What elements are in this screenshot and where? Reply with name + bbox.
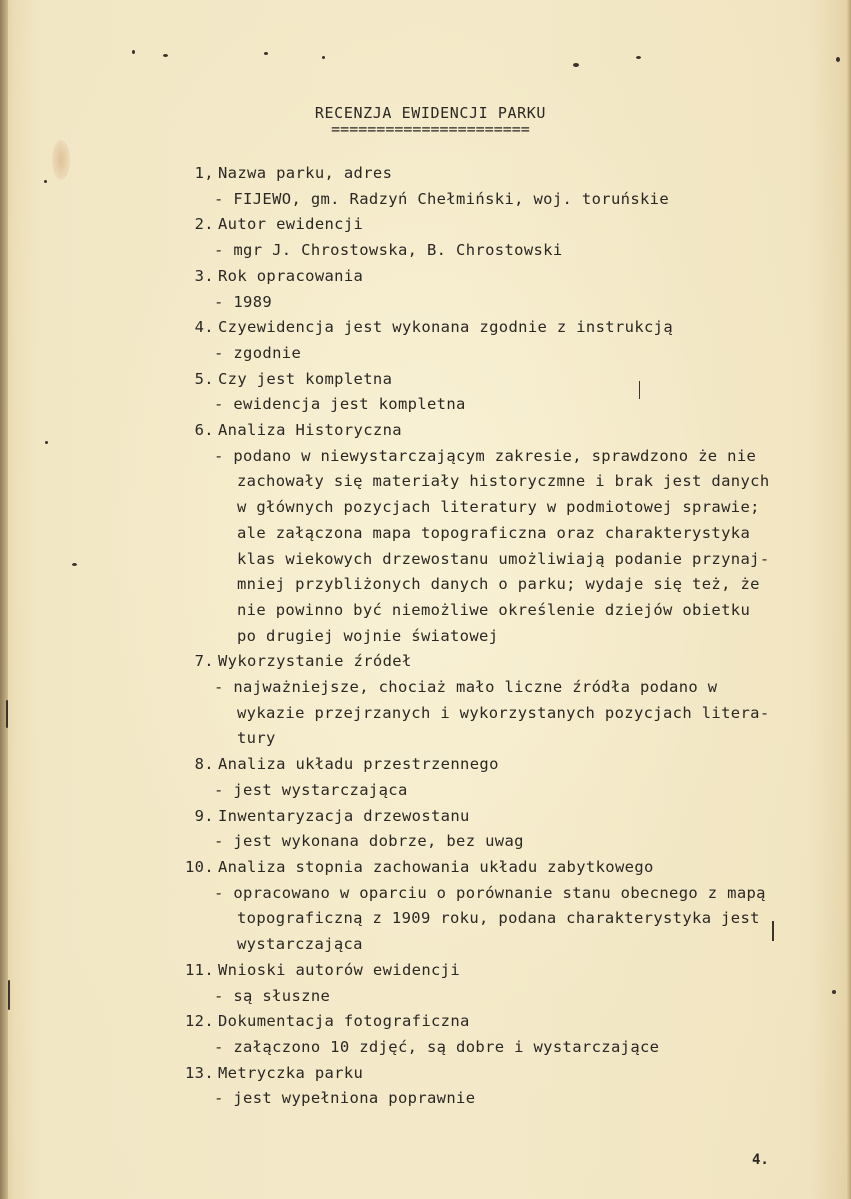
item-heading: [174, 752, 824, 778]
paper-speck: [836, 57, 840, 62]
review-item: [174, 804, 824, 855]
item-answer-line: nie powinno być niemożliwe określenie dziejów obietku: [237, 600, 751, 619]
item-answer-line: - jest wykonana dobrze, bez uwag: [214, 832, 524, 851]
item-heading: [174, 418, 824, 444]
paper-speck: [832, 990, 836, 994]
item-number: 6.: [194, 421, 214, 440]
item-question: Analiza Historyczna: [218, 421, 402, 440]
item-answer-line: - mgr J. Chrostowska, B. Chrostowski: [214, 241, 563, 260]
review-item: [174, 418, 824, 649]
item-number: 7.: [194, 652, 214, 671]
item-number: 10.: [184, 857, 214, 876]
paper-speck: [322, 56, 325, 59]
item-question: Rok opracowania: [218, 266, 364, 285]
item-number: 8.: [194, 755, 214, 774]
item-answer-line: - są słuszne: [214, 986, 331, 1005]
item-number: 3.: [194, 266, 214, 285]
item-heading: [174, 1061, 824, 1087]
paper-speck: [573, 63, 579, 67]
title-underline: ======================: [331, 123, 530, 137]
item-question: Czy jest kompletna: [218, 369, 393, 388]
item-question: Nazwa parku, adres: [218, 164, 393, 182]
item-question: Dokumentacja fotograficzna: [218, 1012, 470, 1031]
paper-speck: [636, 56, 641, 59]
item-heading: [174, 367, 824, 393]
item-question: Analiza układu przestrzennego: [218, 755, 499, 774]
paper-stain: [52, 140, 70, 180]
item-question: Czyewidencja jest wykonana zgodnie z instrukcją: [218, 318, 674, 337]
paper-speck: [6, 700, 8, 728]
page-number: 4.: [752, 1152, 769, 1168]
item-heading: [174, 264, 824, 290]
item-answer-line: mniej przybliżonych danych o parku; wydaje się też, że: [237, 575, 760, 594]
item-question: Wykorzystanie źródeł: [218, 652, 412, 671]
item-number: 11.: [184, 960, 214, 979]
item-answer-line: klas wiekowych drzewostanu umożliwiają podanie przynaj-: [237, 549, 770, 568]
item-answer-line: tury: [237, 729, 276, 748]
item-answer-line: - ewidencja jest kompletna: [214, 395, 466, 414]
item-number: 4.: [194, 318, 214, 337]
item-heading: [174, 1009, 824, 1035]
review-item: [174, 315, 824, 366]
paper-speck: [132, 50, 135, 54]
item-answer-line: wystarczająca: [237, 935, 363, 954]
paper-speck: [44, 180, 47, 183]
item-answer-line: topograficzną z 1909 roku, podana charakterystyka jest: [237, 909, 760, 928]
item-number: 13.: [184, 1063, 214, 1082]
review-item: [174, 212, 824, 263]
item-heading: [174, 212, 824, 238]
paper-speck: [8, 980, 10, 1010]
review-list: [174, 161, 824, 1112]
review-item: [174, 958, 824, 1009]
item-heading: [174, 855, 824, 881]
item-question: Inwentaryzacja drzewostanu: [218, 806, 470, 825]
review-item: [174, 855, 824, 958]
item-answer-line: - 1989: [214, 292, 273, 311]
item-heading: [174, 649, 824, 675]
item-number: 1,: [194, 164, 214, 182]
item-heading: [174, 804, 824, 830]
item-answer-line: w głównych pozycjach literatury w podmiotowej sprawie;: [237, 498, 760, 517]
item-heading: [174, 958, 824, 984]
item-answer-line: zachowały się materiały historyczmne i brak jest danych: [237, 472, 770, 491]
paper-speck: [45, 441, 48, 444]
review-item: [174, 649, 824, 752]
item-answer-line: - opracowano w oparciu o porównanie stanu obecnego z mapą: [214, 883, 766, 902]
review-item: [174, 1061, 824, 1112]
paper-speck: [264, 52, 268, 55]
item-answer-line: wykazie przejrzanych i wykorzystanych pozycjach litera-: [237, 703, 770, 722]
document-title: RECENZJA EWIDENCJI PARKU: [314, 104, 547, 122]
paper-speck: [72, 563, 77, 566]
item-question: Metryczka parku: [218, 1063, 364, 1082]
item-heading: [174, 315, 824, 341]
review-item: [174, 264, 824, 315]
item-answer-line: - najważniejsze, chociaż mało liczne źródła podano w: [214, 678, 718, 697]
item-heading: [174, 161, 824, 187]
page-right-edge: [846, 0, 851, 1199]
review-item: [174, 161, 824, 212]
item-answer-line: - FIJEWO, gm. Radzyń Chełmiński, woj. toruńskie: [214, 189, 670, 208]
review-item: [174, 752, 824, 803]
item-question: Wnioski autorów ewidencji: [218, 960, 461, 979]
item-answer-line: - zgodnie: [214, 343, 302, 362]
item-number: 12.: [184, 1012, 214, 1031]
item-number: 5.: [194, 369, 214, 388]
item-answer-line: - podano w niewystarczającym zakresie, sprawdzono że nie: [214, 446, 757, 465]
document-title-block: [0, 103, 851, 142]
review-item: [174, 367, 824, 418]
page-left-edge: [0, 0, 8, 1199]
item-question: Analiza stopnia zachowania układu zabytkowego: [218, 857, 654, 876]
item-number: 2.: [194, 215, 214, 234]
item-number: 9.: [194, 806, 214, 825]
review-item: [174, 1009, 824, 1060]
item-answer-line: po drugiej wojnie światowej: [237, 626, 499, 645]
item-answer-line: ale załączona mapa topograficzna oraz charakterystyka: [237, 523, 751, 542]
item-answer-line: - jest wypełniona poprawnie: [214, 1089, 476, 1108]
paper-speck: [163, 54, 168, 57]
item-question: Autor ewidencji: [218, 215, 364, 234]
item-answer-line: - załączono 10 zdjęć, są dobre i wystarczające: [214, 1037, 660, 1056]
item-answer-line: - jest wystarczająca: [214, 780, 408, 799]
